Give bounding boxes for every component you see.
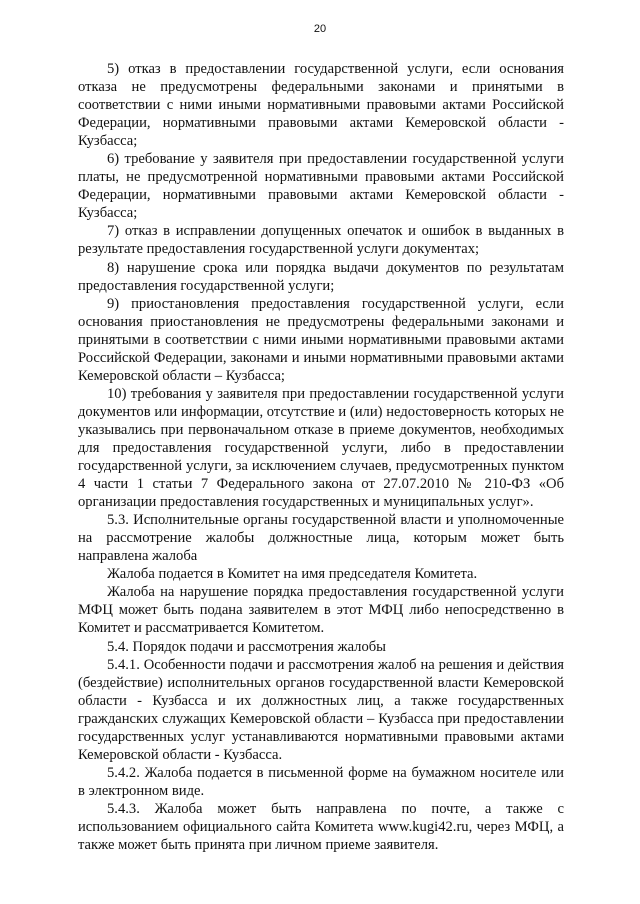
document-body <box>78 60 564 854</box>
paragraph-5-4-1: 5.4.1. Особенности подачи и рассмотрения жалоб на решения и действия (бездействие) исполнительных органов государственной власти Кемеровской области - Кузбасса и их должностных лиц, а также государственных гражданских служащих Кемеровской области – Кузбасса при предоставлении государственных услуг устанавливаются нормативными правовыми актами Кемеровской области - Кузбасса. <box>78 656 564 763</box>
paragraph-5-4-2: 5.4.2. Жалоба подается в письменной форме на бумажном носителе или в электронном виде. <box>78 764 564 799</box>
section-5-4-heading: 5.4. Порядок подачи и рассмотрения жалобы <box>107 638 386 655</box>
paragraph-item-5: 5) отказ в предоставлении государственной услуги, если основания отказа не предусмотрены федеральными законами и принятыми в соответствии с ними иными нормативными правовыми актами Российской Федерации, нормативными правовыми актами Кемеровской области - Кузбасса; <box>78 61 564 150</box>
section-5-3-heading: 5.3. Исполнительные органы государственной власти и уполномоченные на рассмотрение жалобы должностные лица, которым может быть направлена жалоба <box>78 512 564 565</box>
paragraph-item-7: 7) отказ в исправлении допущенных опечаток и ошибок в выданных в результате предоставления государственной услуги документах; <box>78 223 564 258</box>
paragraph-5-4-3: 5.4.3. Жалоба может быть направлена по почте, а также с использованием официального сайта Комитета www.kugi42.ru, через МФЦ, а также может быть принята при личном приеме заявителя. <box>78 800 564 854</box>
paragraph-item-10: 10) требования у заявителя при предоставлении государственной услуги документов или информации, отсутствие и (или) недостоверность которых не указывались при первоначальном отказе в приеме документов, необходимых для предоставления государственной услуги, либо в предоставлении государственной услуги, за исключением случаев, предусмотренных пунктом 4 части 1 статьи 7 Федерального закона от 27.07.2010 № 210-ФЗ «Об организации предоставления государственных и муниципальных услуг». <box>78 385 564 511</box>
paragraph-item-8: 8) нарушение срока или порядка выдачи документов по результатам предоставления государственной услуги; <box>78 259 564 294</box>
paragraph-complaint-committee: Жалоба подается в Комитет на имя председателя Комитета. <box>107 566 478 583</box>
page-number: 20 <box>313 23 327 35</box>
paragraph-complaint-mfc: Жалоба на нарушение порядка предоставления государственной услуги МФЦ может быть подана заявителем в этот МФЦ либо непосредственно в Комитет и рассматривается Комитетом. <box>78 584 564 637</box>
paragraph-item-9: 9) приостановления предоставления государственной услуги, если основания приостановления не предусмотрены федеральными законами и принятыми в соответствии с ними иными нормативными правовыми актами Российской Федерации, законами и иными нормативными правовыми актами Кемеровской области – Кузбасса; <box>78 295 564 384</box>
paragraph-item-6: 6) требование у заявителя при предоставлении государственной услуги платы, не предусмотренной нормативными правовыми актами Российской Федерации, нормативными правовыми актами Кемеровской области - Кузбасса; <box>78 151 564 222</box>
